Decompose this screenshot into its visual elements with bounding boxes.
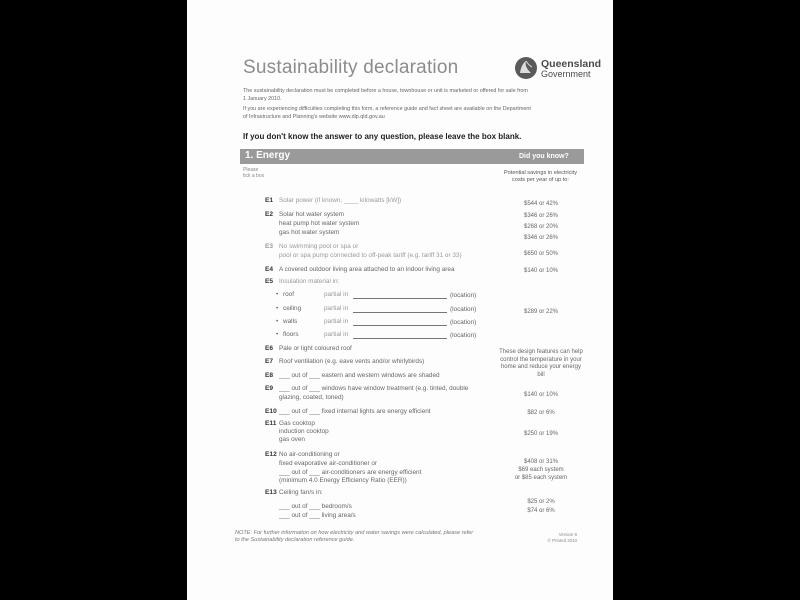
item-e8-text[interactable]: ___ out of ___ eastern and western windows are shaded (279, 372, 440, 379)
item-e5-number: E5 (265, 278, 274, 285)
insulation-roof-location-field[interactable] (353, 298, 447, 299)
section-title: 1. Energy (245, 150, 291, 161)
item-e4-number: E4 (265, 266, 274, 273)
item-e2-line1[interactable]: Solar hot water system (279, 211, 344, 218)
item-e13-line2[interactable]: ___ out of ___ living area/s (279, 512, 356, 519)
item-e11-line2[interactable]: induction cooktop (279, 428, 329, 435)
item-e3-line2[interactable]: pool or spa pump connected to off-peak tariff (e.g. tariff 31 or 33) (279, 252, 462, 259)
item-e1-number: E1 (265, 197, 274, 204)
design-features-note: These design features can help control the temperature in your home and reduce your energy bill (499, 349, 583, 378)
item-e12-line4: (minimum 4.0 Energy Efficiency Ratio (EER)) (279, 477, 407, 484)
insulation-roof-label[interactable]: roof (283, 291, 295, 298)
item-e3-line1[interactable]: No swimming pool or spa or (279, 243, 359, 250)
insulation-roof-location-label: (location) (450, 292, 477, 299)
item-e6-number: E6 (265, 345, 274, 352)
insulation-ceiling-label[interactable]: ceiling (283, 305, 302, 312)
print-date-label: © Printed 2010 (547, 538, 577, 543)
item-e7-number: E7 (265, 358, 274, 365)
item-e13-saving-2: $74 or 6% (527, 508, 555, 514)
item-e9-number: E9 (265, 385, 274, 392)
insulation-ceiling-partial: partial in (324, 305, 349, 312)
queensland-government-logo-icon (514, 56, 538, 80)
item-e11-line1[interactable]: Gas cooktop (279, 420, 315, 427)
insulation-floors-label[interactable]: floors (283, 331, 299, 338)
insulation-walls-location-field[interactable] (353, 325, 447, 326)
item-e12-saving-2: $69 each system (518, 467, 564, 473)
insulation-ceiling-location-label: (location) (450, 306, 477, 313)
did-you-know-label: Did you know? (519, 153, 569, 160)
intro-line-2: 1 January 2010. (243, 96, 282, 102)
insulation-ceiling-location-field[interactable] (353, 312, 447, 313)
item-e2-saving-1: $346 or 26% (523, 213, 559, 219)
insulation-bullet: • (276, 291, 279, 298)
item-e12-line2[interactable]: fixed evaporative air-conditioner or (279, 460, 378, 467)
item-e3-saving: $650 or 50% (523, 251, 559, 257)
item-e10-text[interactable]: ___ out of ___ fixed internal lights are energy efficient (279, 408, 431, 415)
tick-box-label: Please tick a box (243, 167, 265, 179)
item-e12-line1[interactable]: No air-conditioning or (279, 451, 340, 458)
footnote-line-1: NOTE: For further information on how electricity and water savings were calculated, please refer (235, 530, 474, 536)
item-e4-saving: $140 or 10% (523, 268, 559, 274)
item-e2-saving-3: $346 or 26% (523, 235, 559, 241)
insulation-floors-location-field[interactable] (353, 338, 447, 339)
government-name-line1: Queensland (541, 58, 602, 70)
page-title: Sustainability declaration (243, 57, 459, 78)
item-e13-number: E13 (265, 489, 277, 496)
item-e4-text[interactable]: A covered outdoor living area attached to an indoor living area (279, 266, 455, 273)
item-e13-saving-1: $25 or 2% (527, 499, 555, 505)
item-e3-number: E3 (265, 243, 274, 250)
intro-line-4: of Infrastructure and Planning's website www.dip.qld.gov.au (243, 114, 385, 120)
item-e9-saving: $140 or 10% (523, 392, 559, 398)
item-e9-line2: glazing, coated, toned) (279, 394, 344, 401)
item-e2-saving-2: $268 or 20% (523, 224, 559, 230)
footnote-line-2: to the Sustainability declaration reference guide. (235, 537, 355, 543)
item-e5-text: Insulation material in: (279, 278, 340, 285)
insulation-roof-partial: partial in (324, 291, 349, 298)
insulation-floors-partial: partial in (324, 331, 349, 338)
item-e10-number: E10 (265, 408, 277, 415)
item-e2-line2[interactable]: heat pump hot water system (279, 220, 360, 227)
savings-header: Potential savings in electricity costs per year of up to: (503, 170, 578, 183)
item-e12-number: E12 (265, 451, 277, 458)
item-e12-saving-3: or $85 each system (514, 475, 568, 481)
item-e9-line1[interactable]: ___ out of ___ windows have window treatment (e.g. tinted, double (279, 385, 469, 392)
item-e11-number: E11 (265, 420, 277, 427)
insulation-bullet: • (276, 331, 279, 338)
item-e6-text[interactable]: Pale or light coloured roof (279, 345, 352, 352)
item-e2-number: E2 (265, 211, 274, 218)
item-e10-saving: $82 or 6% (527, 410, 555, 416)
insulation-bullet: • (276, 305, 279, 312)
item-e11-line3[interactable]: gas oven (279, 436, 305, 443)
item-e12-saving-1: $408 or 31% (523, 459, 559, 465)
insulation-walls-label[interactable]: walls (283, 318, 298, 325)
insulation-floors-location-label: (location) (450, 332, 477, 339)
form-page (187, 0, 613, 600)
intro-line-1: The sustainability declaration must be completed before a house, townhouse or unit is marketed or offered for sale from (243, 88, 528, 94)
insulation-bullet: • (276, 318, 279, 325)
insulation-walls-location-label: (location) (450, 319, 477, 326)
item-e1-saving: $544 or 42% (523, 201, 559, 207)
instruction-text: If you don't know the answer to any question, please leave the box blank. (243, 132, 522, 141)
item-e2-line3[interactable]: gas hot water system (279, 229, 340, 236)
insulation-walls-partial: partial in (324, 318, 349, 325)
item-e13-line1[interactable]: ___ out of ___ bedroom/s (279, 503, 352, 510)
government-name-line2: Government (541, 69, 591, 79)
item-e1-text[interactable]: Solar power (if known, ____ kilowatts [kW]) (279, 197, 402, 204)
version-label: Version 9 (558, 532, 577, 537)
item-e12-line3[interactable]: ___ out of ___ air-conditioners are energy efficient (279, 469, 422, 476)
item-e5-saving: $289 or 22% (523, 309, 559, 315)
item-e7-text[interactable]: Roof ventilation (e.g. eave vents and/or whirlybirds) (279, 358, 425, 365)
item-e8-number: E8 (265, 372, 274, 379)
item-e13-text: Ceiling fan/s in: (279, 489, 323, 496)
item-e11-saving: $250 or 19% (523, 431, 559, 437)
intro-line-3: If you are experiencing difficulties completing this form, a reference guide and fact sheet are available on the Department (243, 106, 531, 112)
